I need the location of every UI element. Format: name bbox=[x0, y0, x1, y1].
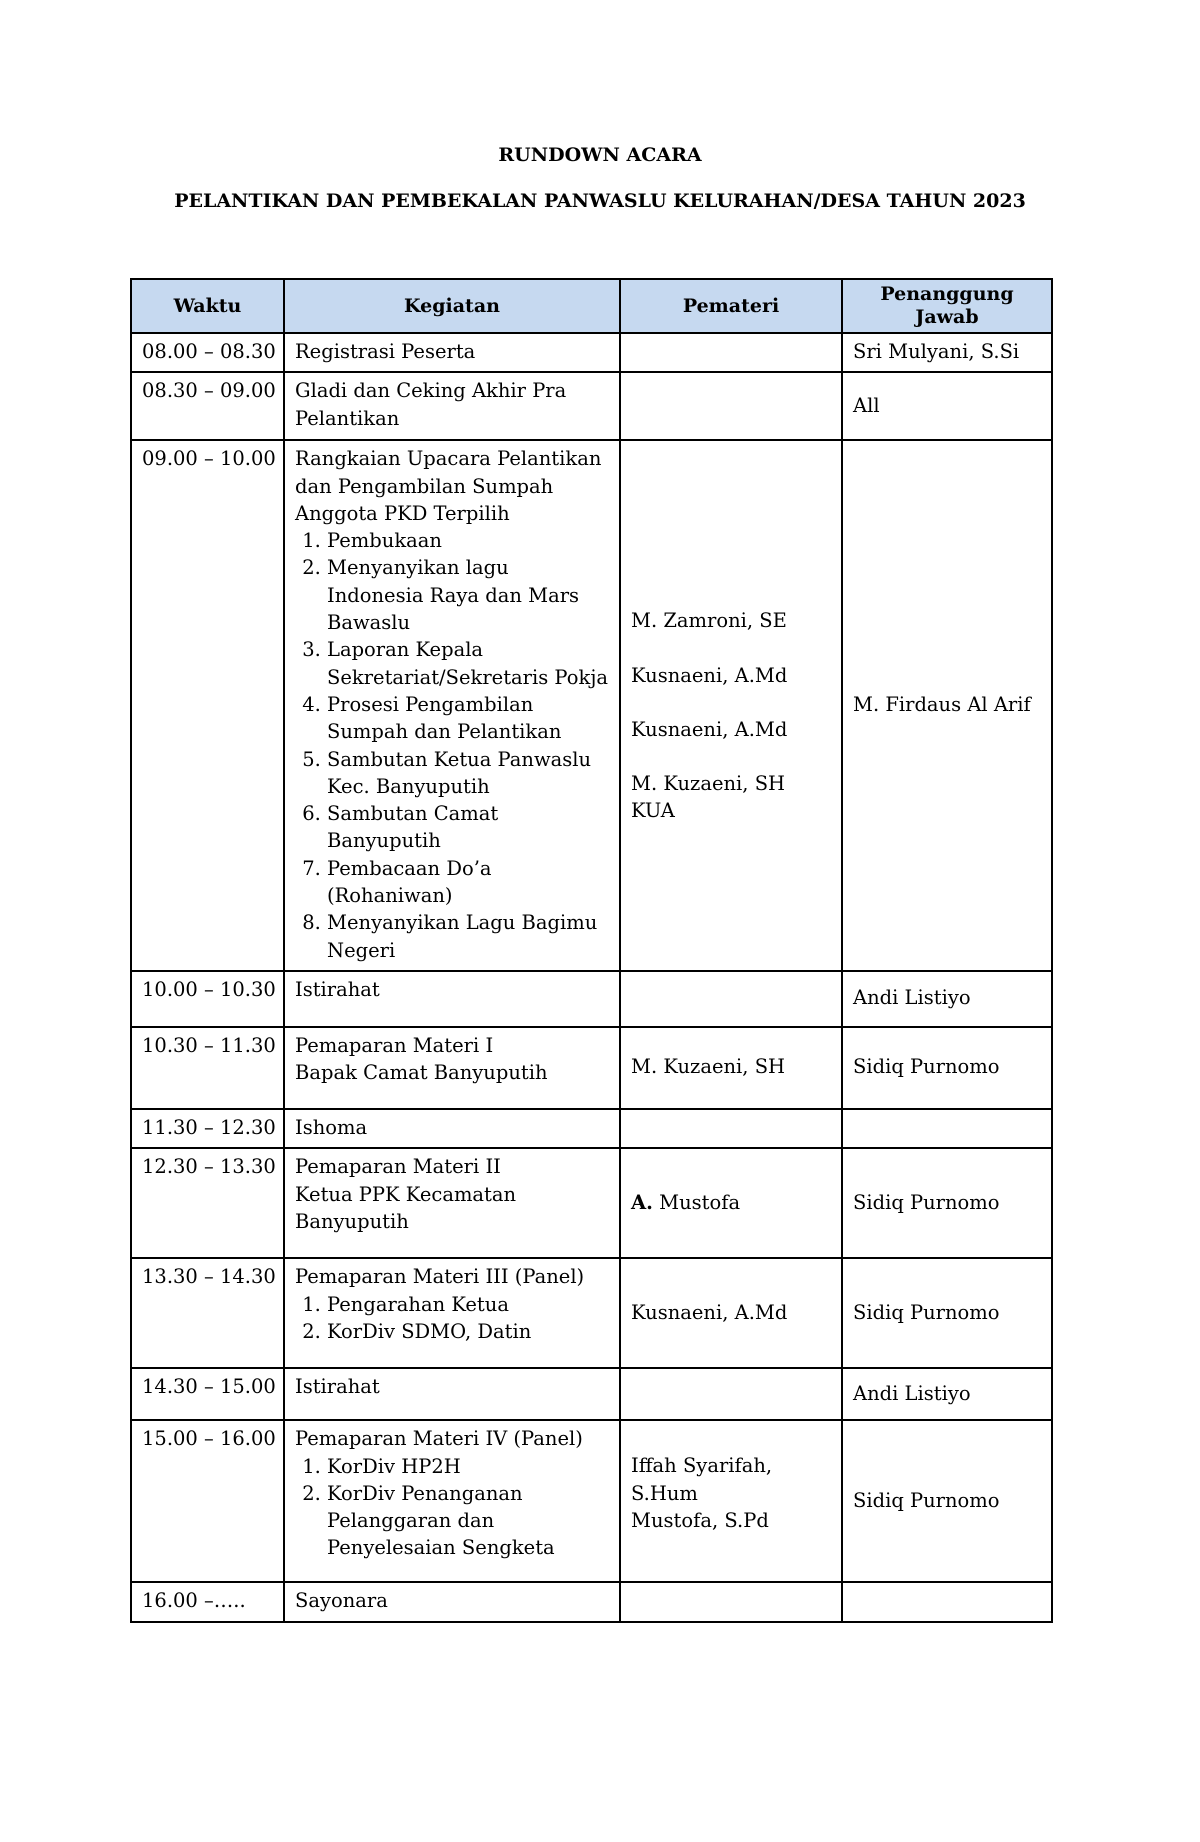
pic-cell: Sri Mulyani, S.Si bbox=[842, 333, 1052, 372]
speaker-name: Mustofa bbox=[652, 1190, 741, 1214]
table-row bbox=[131, 372, 1052, 440]
pic-cell: Andi Listiyo bbox=[842, 971, 1052, 1027]
activity-heading: Rangkaian Upacara Pelantikan dan Pengambilan Sumpah Anggota PKD Terpilih bbox=[295, 447, 602, 525]
time-cell: 15.00 – 16.00 bbox=[131, 1420, 284, 1582]
speaker-cell bbox=[620, 971, 842, 1027]
table-row bbox=[131, 1027, 1052, 1109]
list-item: 3. Laporan Kepala Sekretariat/Sekretaris Pokja bbox=[327, 636, 609, 691]
list-item: 6. Sambutan Camat Banyuputih bbox=[327, 800, 609, 855]
activity-cell: Sayonara bbox=[284, 1582, 620, 1621]
speaker-cell bbox=[620, 1109, 842, 1148]
activity-list bbox=[295, 1291, 609, 1346]
table-row bbox=[131, 1582, 1052, 1621]
activity-cell bbox=[284, 440, 620, 971]
speaker-name: Kusnaeni, A.Md bbox=[631, 663, 788, 687]
document-subtitle: PELANTIKAN DAN PEMBEKALAN PANWASLU KELURAHAN/DESA TAHUN 2023 bbox=[174, 190, 1026, 212]
activity-detail: Bapak Camat Banyuputih bbox=[295, 1061, 548, 1085]
table-row bbox=[131, 440, 1052, 971]
rundown-table bbox=[130, 278, 1053, 1623]
speaker-cell: M. Kuzaeni, SH bbox=[620, 1027, 842, 1109]
list-item: 1. Pengarahan Ketua bbox=[327, 1291, 609, 1318]
table-row bbox=[131, 1258, 1052, 1368]
time-cell: 14.30 – 15.00 bbox=[131, 1368, 284, 1420]
list-item: 1. Pembukaan bbox=[327, 527, 609, 554]
header-kegiatan: Kegiatan bbox=[284, 279, 620, 333]
pic-cell: Sidiq Purnomo bbox=[842, 1148, 1052, 1258]
speaker-name: KUA bbox=[631, 799, 675, 823]
speaker-cell: Kusnaeni, A.Md bbox=[620, 1258, 842, 1368]
time-cell: 16.00 –….. bbox=[131, 1582, 284, 1621]
list-item: 2. Menyanyikan lagu Indonesia Raya dan Mars Bawaslu bbox=[327, 554, 609, 636]
activity-cell bbox=[284, 1027, 620, 1109]
activity-cell: Ishoma bbox=[284, 1109, 620, 1148]
header-pemateri: Pemateri bbox=[620, 279, 842, 333]
activity-cell: Registrasi Peserta bbox=[284, 333, 620, 372]
speaker-name: Kusnaeni, A.Md bbox=[631, 717, 788, 741]
speaker-cell bbox=[620, 1582, 842, 1621]
table-row bbox=[131, 1109, 1052, 1148]
speaker-cell bbox=[620, 1368, 842, 1420]
table-row bbox=[131, 1368, 1052, 1420]
time-cell: 11.30 – 12.30 bbox=[131, 1109, 284, 1148]
speaker-cell bbox=[620, 1420, 842, 1582]
speaker-cell bbox=[620, 333, 842, 372]
time-cell: 09.00 – 10.00 bbox=[131, 440, 284, 971]
activity-cell bbox=[284, 1258, 620, 1368]
speaker-cell bbox=[620, 1148, 842, 1258]
list-item: 4. Prosesi Pengambilan Sumpah dan Pelantikan bbox=[327, 691, 609, 746]
time-cell: 08.00 – 08.30 bbox=[131, 333, 284, 372]
speaker-cell bbox=[620, 372, 842, 440]
activity-cell bbox=[284, 1420, 620, 1582]
speaker-name: M. Kuzaeni, SH bbox=[631, 772, 786, 796]
pic-cell: Sidiq Purnomo bbox=[842, 1258, 1052, 1368]
table-row bbox=[131, 333, 1052, 372]
list-item: 2. KorDiv SDMO, Datin bbox=[327, 1318, 609, 1345]
pic-cell bbox=[842, 1582, 1052, 1621]
activity-list bbox=[295, 1453, 609, 1562]
pic-cell: M. Firdaus Al Arif bbox=[842, 440, 1052, 971]
pic-cell bbox=[842, 1109, 1052, 1148]
activity-heading: Pemaparan Materi III (Panel) bbox=[295, 1265, 585, 1289]
time-cell: 12.30 – 13.30 bbox=[131, 1148, 284, 1258]
speaker-name: Mustofa, S.Pd bbox=[631, 1508, 769, 1532]
activity-cell: Istirahat bbox=[284, 971, 620, 1027]
activity-cell bbox=[284, 1148, 620, 1258]
speaker-name: M. Zamroni, SE bbox=[631, 609, 787, 633]
speaker-name: Iffah Syarifah, S.Hum bbox=[631, 1454, 773, 1505]
pic-cell: Andi Listiyo bbox=[842, 1368, 1052, 1420]
pic-cell: All bbox=[842, 372, 1052, 440]
pic-cell: Sidiq Purnomo bbox=[842, 1420, 1052, 1582]
header-waktu: Waktu bbox=[131, 279, 284, 333]
time-cell: 10.30 – 11.30 bbox=[131, 1027, 284, 1109]
pic-cell: Sidiq Purnomo bbox=[842, 1027, 1052, 1109]
activity-heading: Pemaparan Materi I bbox=[295, 1033, 494, 1057]
time-cell: 08.30 – 09.00 bbox=[131, 372, 284, 440]
list-item: 5. Sambutan Ketua Panwaslu Kec. Banyuputih bbox=[327, 746, 609, 801]
document-title: RUNDOWN ACARA bbox=[498, 144, 702, 166]
time-cell: 13.30 – 14.30 bbox=[131, 1258, 284, 1368]
speaker-cell bbox=[620, 440, 842, 971]
activity-heading: Pemaparan Materi II bbox=[295, 1155, 501, 1179]
header-penanggung-jawab: Penanggung Jawab bbox=[842, 279, 1052, 333]
activity-detail: Ketua PPK Kecamatan Banyuputih bbox=[295, 1182, 517, 1233]
list-item: 7. Pembacaan Do’a (Rohaniwan) bbox=[327, 855, 609, 910]
table-row bbox=[131, 1420, 1052, 1582]
table-row bbox=[131, 971, 1052, 1027]
table-header-row bbox=[131, 279, 1052, 333]
speaker-initial: A. bbox=[631, 1190, 653, 1214]
activity-cell: Gladi dan Ceking Akhir Pra Pelantikan bbox=[284, 372, 620, 440]
table-row bbox=[131, 1148, 1052, 1258]
time-cell: 10.00 – 10.30 bbox=[131, 971, 284, 1027]
list-item: 8. Menyanyikan Lagu Bagimu Negeri bbox=[327, 909, 609, 964]
activity-cell: Istirahat bbox=[284, 1368, 620, 1420]
activity-heading: Pemaparan Materi IV (Panel) bbox=[295, 1427, 583, 1451]
activity-list bbox=[295, 527, 609, 964]
list-item: 2. KorDiv Penanganan Pelanggaran dan Penyelesaian Sengketa bbox=[327, 1480, 609, 1562]
list-item: 1. KorDiv HP2H bbox=[327, 1453, 609, 1480]
